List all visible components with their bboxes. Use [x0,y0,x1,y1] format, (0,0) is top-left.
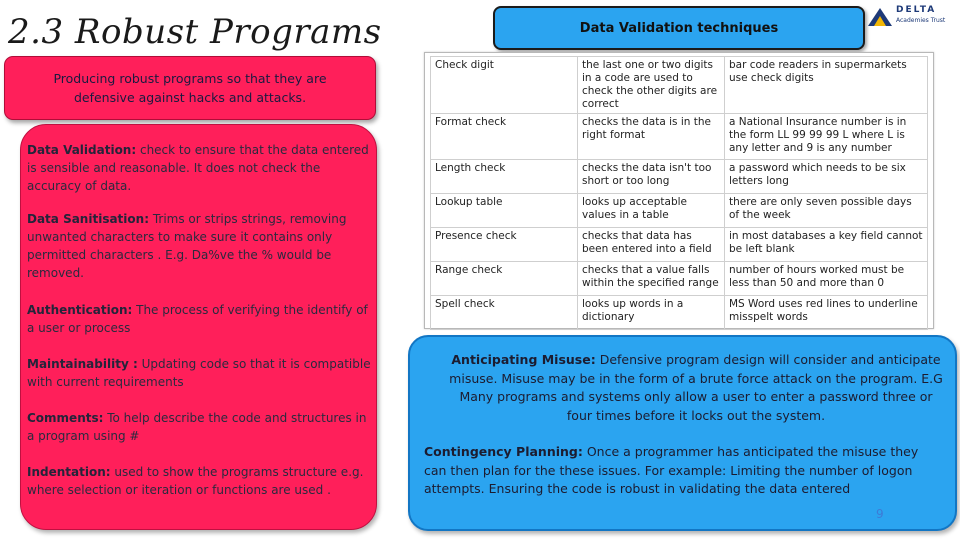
table-row [431,262,928,296]
page-number: 9 [876,507,884,521]
check-name: Spell check [431,296,578,330]
misuse-label: Anticipating Misuse: [451,352,596,367]
term-data-sanitisation [27,210,372,282]
anticipating-misuse [446,351,946,425]
term-label: Data Validation: [27,143,137,157]
term-text: Updating code so that it is compatible with current requirements [27,357,371,389]
contingency-planning [424,443,944,499]
term-text: The process of verifying the identify of a user or process [27,303,368,335]
check-description: looks up acceptable values in a table [578,194,725,228]
intro-text: Producing robust programs so that they are defensive against hacks and attacks. [53,71,327,105]
check-description: checks the data is in the right format [578,114,725,160]
check-example: MS Word uses red lines to underline misspelt words [725,296,928,330]
delta-logo [866,4,956,34]
check-example: bar code readers in supermarkets use check digits [725,57,928,114]
table-row [431,228,928,262]
term-text: used to show the programs structure e.g. where selection or iteration or functions are used . [27,465,364,497]
term-label: Data Sanitisation: [27,212,149,226]
term-authentication [27,301,372,337]
term-label: Comments: [27,411,104,425]
table-row [431,57,928,114]
validation-table-frame [424,52,934,329]
check-example: there are only seven possible days of the week [725,194,928,228]
term-label: Maintainability : [27,357,138,371]
table-row [431,114,928,160]
check-description: checks that data has been entered into a field [578,228,725,262]
contingency-label: Contingency Planning: [424,444,583,459]
check-name: Length check [431,160,578,194]
term-data-validation [27,141,372,195]
term-label: Authentication: [27,303,133,317]
term-text: check to ensure that the data entered is sensible and reasonable. It does not check the accuracy of data. [27,143,369,193]
check-name: Check digit [431,57,578,114]
misuse-text: Defensive program design will consider and anticipate misuse. Misuse may be in the form of a brute force attack on the program. E.G Many programs and systems only allow a user to enter a password three or four times before it locks out the system. [449,352,943,423]
check-name: Lookup table [431,194,578,228]
techniques-label: Data Validation techniques [493,6,865,50]
check-description: the last one or two digits in a code are used to check the other digits are correct [578,57,725,114]
check-name: Range check [431,262,578,296]
term-comments [27,409,372,445]
check-name: Presence check [431,228,578,262]
table-row [431,296,928,330]
check-example: number of hours worked must be less than 50 and more than 0 [725,262,928,296]
table-row [431,160,928,194]
term-maintainability [27,355,372,391]
validation-table [430,56,928,330]
check-description: looks up words in a dictionary [578,296,725,330]
check-example: in most databases a key field cannot be left blank [725,228,928,262]
logo-name: DELTA [896,5,937,15]
table-row [431,194,928,228]
logo-subtitle: Academies Trust [896,17,946,24]
misuse-panel [408,335,957,531]
term-indentation [27,463,372,499]
check-example: a password which needs to be six letters long [725,160,928,194]
check-description: checks that a value falls within the specified range [578,262,725,296]
intro-box [4,56,376,120]
check-name: Format check [431,114,578,160]
terms-panel [20,124,377,530]
term-text: Trims or strips strings, removing unwanted characters to make sure it contains only permitted characters . E.g. Da%ve the % would be removed. [27,212,347,280]
term-text: To help describe the code and structures in a program using # [27,411,367,443]
check-description: checks the data isn't too short or too long [578,160,725,194]
contingency-text: Once a programmer has anticipated the misuse they can then plan for the these issues. For example: Limiting the number of logon attempts. Ensuring the code is robust in validating the data entered [424,444,919,496]
delta-logo-icon [866,6,894,28]
check-example: a National Insurance number is in the form LL 99 99 99 L where L is any letter and 9 is any number [725,114,928,160]
term-label: Indentation: [27,465,111,479]
slide-title: 2.3 Robust Programs [8,12,382,52]
